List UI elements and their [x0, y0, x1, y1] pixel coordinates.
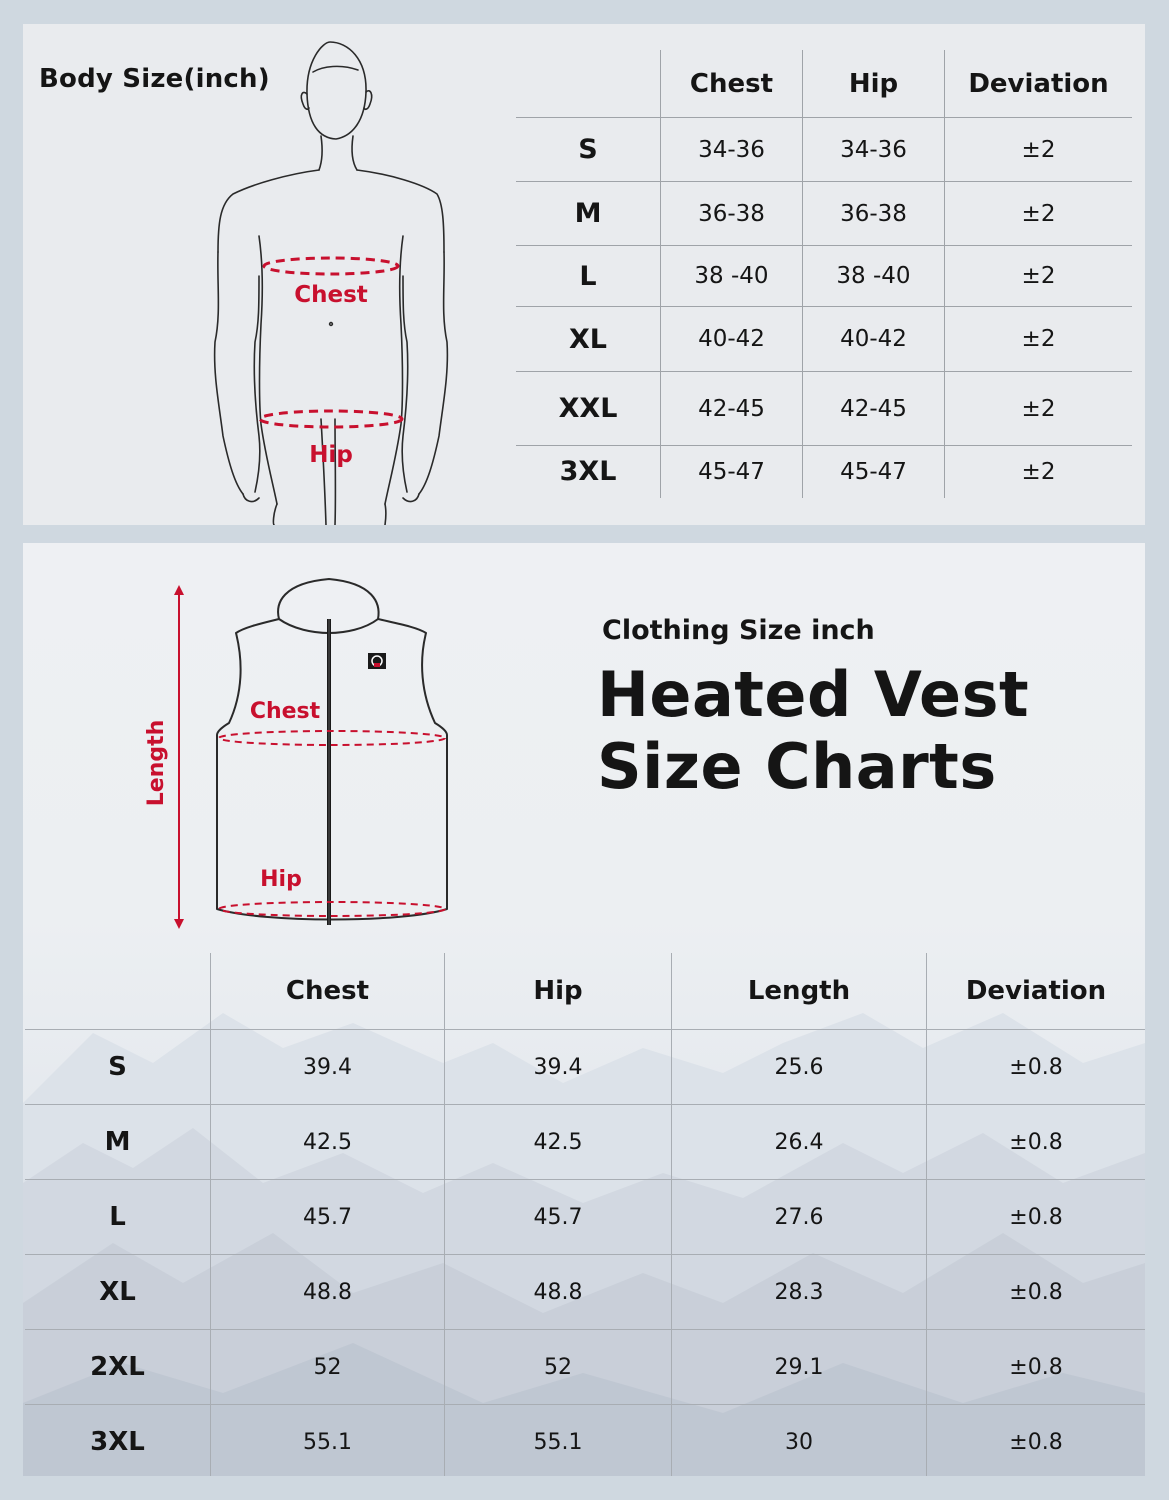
header-size — [516, 50, 661, 118]
table-row — [25, 1030, 1145, 1105]
table-row — [516, 182, 1132, 246]
header-chest: Chest — [211, 953, 445, 1030]
size-cell: S — [25, 1030, 211, 1105]
chest-cell: 45-47 — [661, 446, 803, 498]
hip-cell: 38 -40 — [803, 246, 945, 307]
table-row — [25, 1255, 1145, 1330]
header-hip: Hip — [445, 953, 672, 1030]
page-title — [597, 659, 1117, 803]
table-row — [516, 118, 1132, 182]
page-title-line1: Heated Vest — [597, 658, 1030, 731]
deviation-cell: ±2 — [945, 372, 1133, 446]
table-row — [516, 307, 1132, 372]
vest-outline-icon — [23, 543, 583, 943]
header-length: Length — [672, 953, 927, 1030]
clothing-size-table — [25, 953, 1145, 1476]
clothing-size-subtitle: Clothing Size inch — [602, 615, 875, 646]
table-row — [516, 246, 1132, 307]
size-cell: M — [516, 182, 661, 246]
hip-cell: 45-47 — [803, 446, 945, 498]
size-cell: XL — [25, 1255, 211, 1330]
length-label: Length — [144, 719, 169, 807]
deviation-cell: ±2 — [945, 118, 1133, 182]
deviation-cell: ±2 — [945, 446, 1133, 498]
length-cell: 29.1 — [672, 1330, 927, 1405]
header-chest: Chest — [661, 50, 803, 118]
chest-cell: 40-42 — [661, 307, 803, 372]
deviation-cell: ±2 — [945, 246, 1133, 307]
hip-cell: 42.5 — [445, 1105, 672, 1180]
header-deviation: Deviation — [927, 953, 1146, 1030]
hip-label: Hip — [309, 442, 353, 468]
body-size-panel — [23, 24, 1145, 525]
deviation-cell: ±0.8 — [927, 1030, 1146, 1105]
table-row — [25, 1105, 1145, 1180]
chest-cell: 34-36 — [661, 118, 803, 182]
table-row — [516, 446, 1132, 498]
chest-cell: 52 — [211, 1330, 445, 1405]
size-cell: 3XL — [516, 446, 661, 498]
deviation-cell: ±2 — [945, 307, 1133, 372]
chest-label: Chest — [294, 282, 368, 308]
vest-hip-label: Hip — [260, 867, 302, 892]
chest-cell: 55.1 — [211, 1405, 445, 1477]
brand-logo-icon — [368, 653, 386, 669]
chest-cell: 45.7 — [211, 1180, 445, 1255]
hip-cell: 36-38 — [803, 182, 945, 246]
hip-cell: 42-45 — [803, 372, 945, 446]
size-cell: L — [25, 1180, 211, 1255]
hip-cell: 55.1 — [445, 1405, 672, 1477]
body-size-table — [516, 50, 1132, 498]
chest-cell: 42-45 — [661, 372, 803, 446]
table-header-row — [25, 953, 1145, 1030]
size-cell: L — [516, 246, 661, 307]
hip-cell: 48.8 — [445, 1255, 672, 1330]
chest-cell: 39.4 — [211, 1030, 445, 1105]
hip-cell: 52 — [445, 1330, 672, 1405]
deviation-cell: ±0.8 — [927, 1105, 1146, 1180]
length-cell: 27.6 — [672, 1180, 927, 1255]
page-title-line2: Size Charts — [597, 730, 997, 803]
size-cell: M — [25, 1105, 211, 1180]
size-cell: S — [516, 118, 661, 182]
chest-cell: 48.8 — [211, 1255, 445, 1330]
header-size — [25, 953, 211, 1030]
table-row — [25, 1330, 1145, 1405]
hip-cell: 39.4 — [445, 1030, 672, 1105]
chest-cell: 38 -40 — [661, 246, 803, 307]
table-row — [516, 372, 1132, 446]
hip-cell: 34-36 — [803, 118, 945, 182]
length-cell: 26.4 — [672, 1105, 927, 1180]
body-size-title: Body Size(inch) — [39, 64, 270, 94]
header-hip: Hip — [803, 50, 945, 118]
table-row — [25, 1405, 1145, 1477]
vest-chest-label: Chest — [249, 699, 321, 724]
header-deviation: Deviation — [945, 50, 1133, 118]
size-cell: 2XL — [25, 1330, 211, 1405]
hip-cell: 45.7 — [445, 1180, 672, 1255]
clothing-size-panel — [23, 543, 1145, 1476]
human-figure-outline-icon — [23, 24, 503, 525]
chest-cell: 42.5 — [211, 1105, 445, 1180]
deviation-cell: ±0.8 — [927, 1330, 1146, 1405]
length-arrow-icon — [174, 585, 184, 929]
length-cell: 30 — [672, 1405, 927, 1477]
size-cell: 3XL — [25, 1405, 211, 1477]
table-header-row — [516, 50, 1132, 118]
size-cell: XXL — [516, 372, 661, 446]
hip-cell: 40-42 — [803, 307, 945, 372]
deviation-cell: ±0.8 — [927, 1180, 1146, 1255]
deviation-cell: ±2 — [945, 182, 1133, 246]
size-cell: XL — [516, 307, 661, 372]
chest-cell: 36-38 — [661, 182, 803, 246]
table-row — [25, 1180, 1145, 1255]
length-cell: 25.6 — [672, 1030, 927, 1105]
length-cell: 28.3 — [672, 1255, 927, 1330]
deviation-cell: ±0.8 — [927, 1405, 1146, 1477]
deviation-cell: ±0.8 — [927, 1255, 1146, 1330]
